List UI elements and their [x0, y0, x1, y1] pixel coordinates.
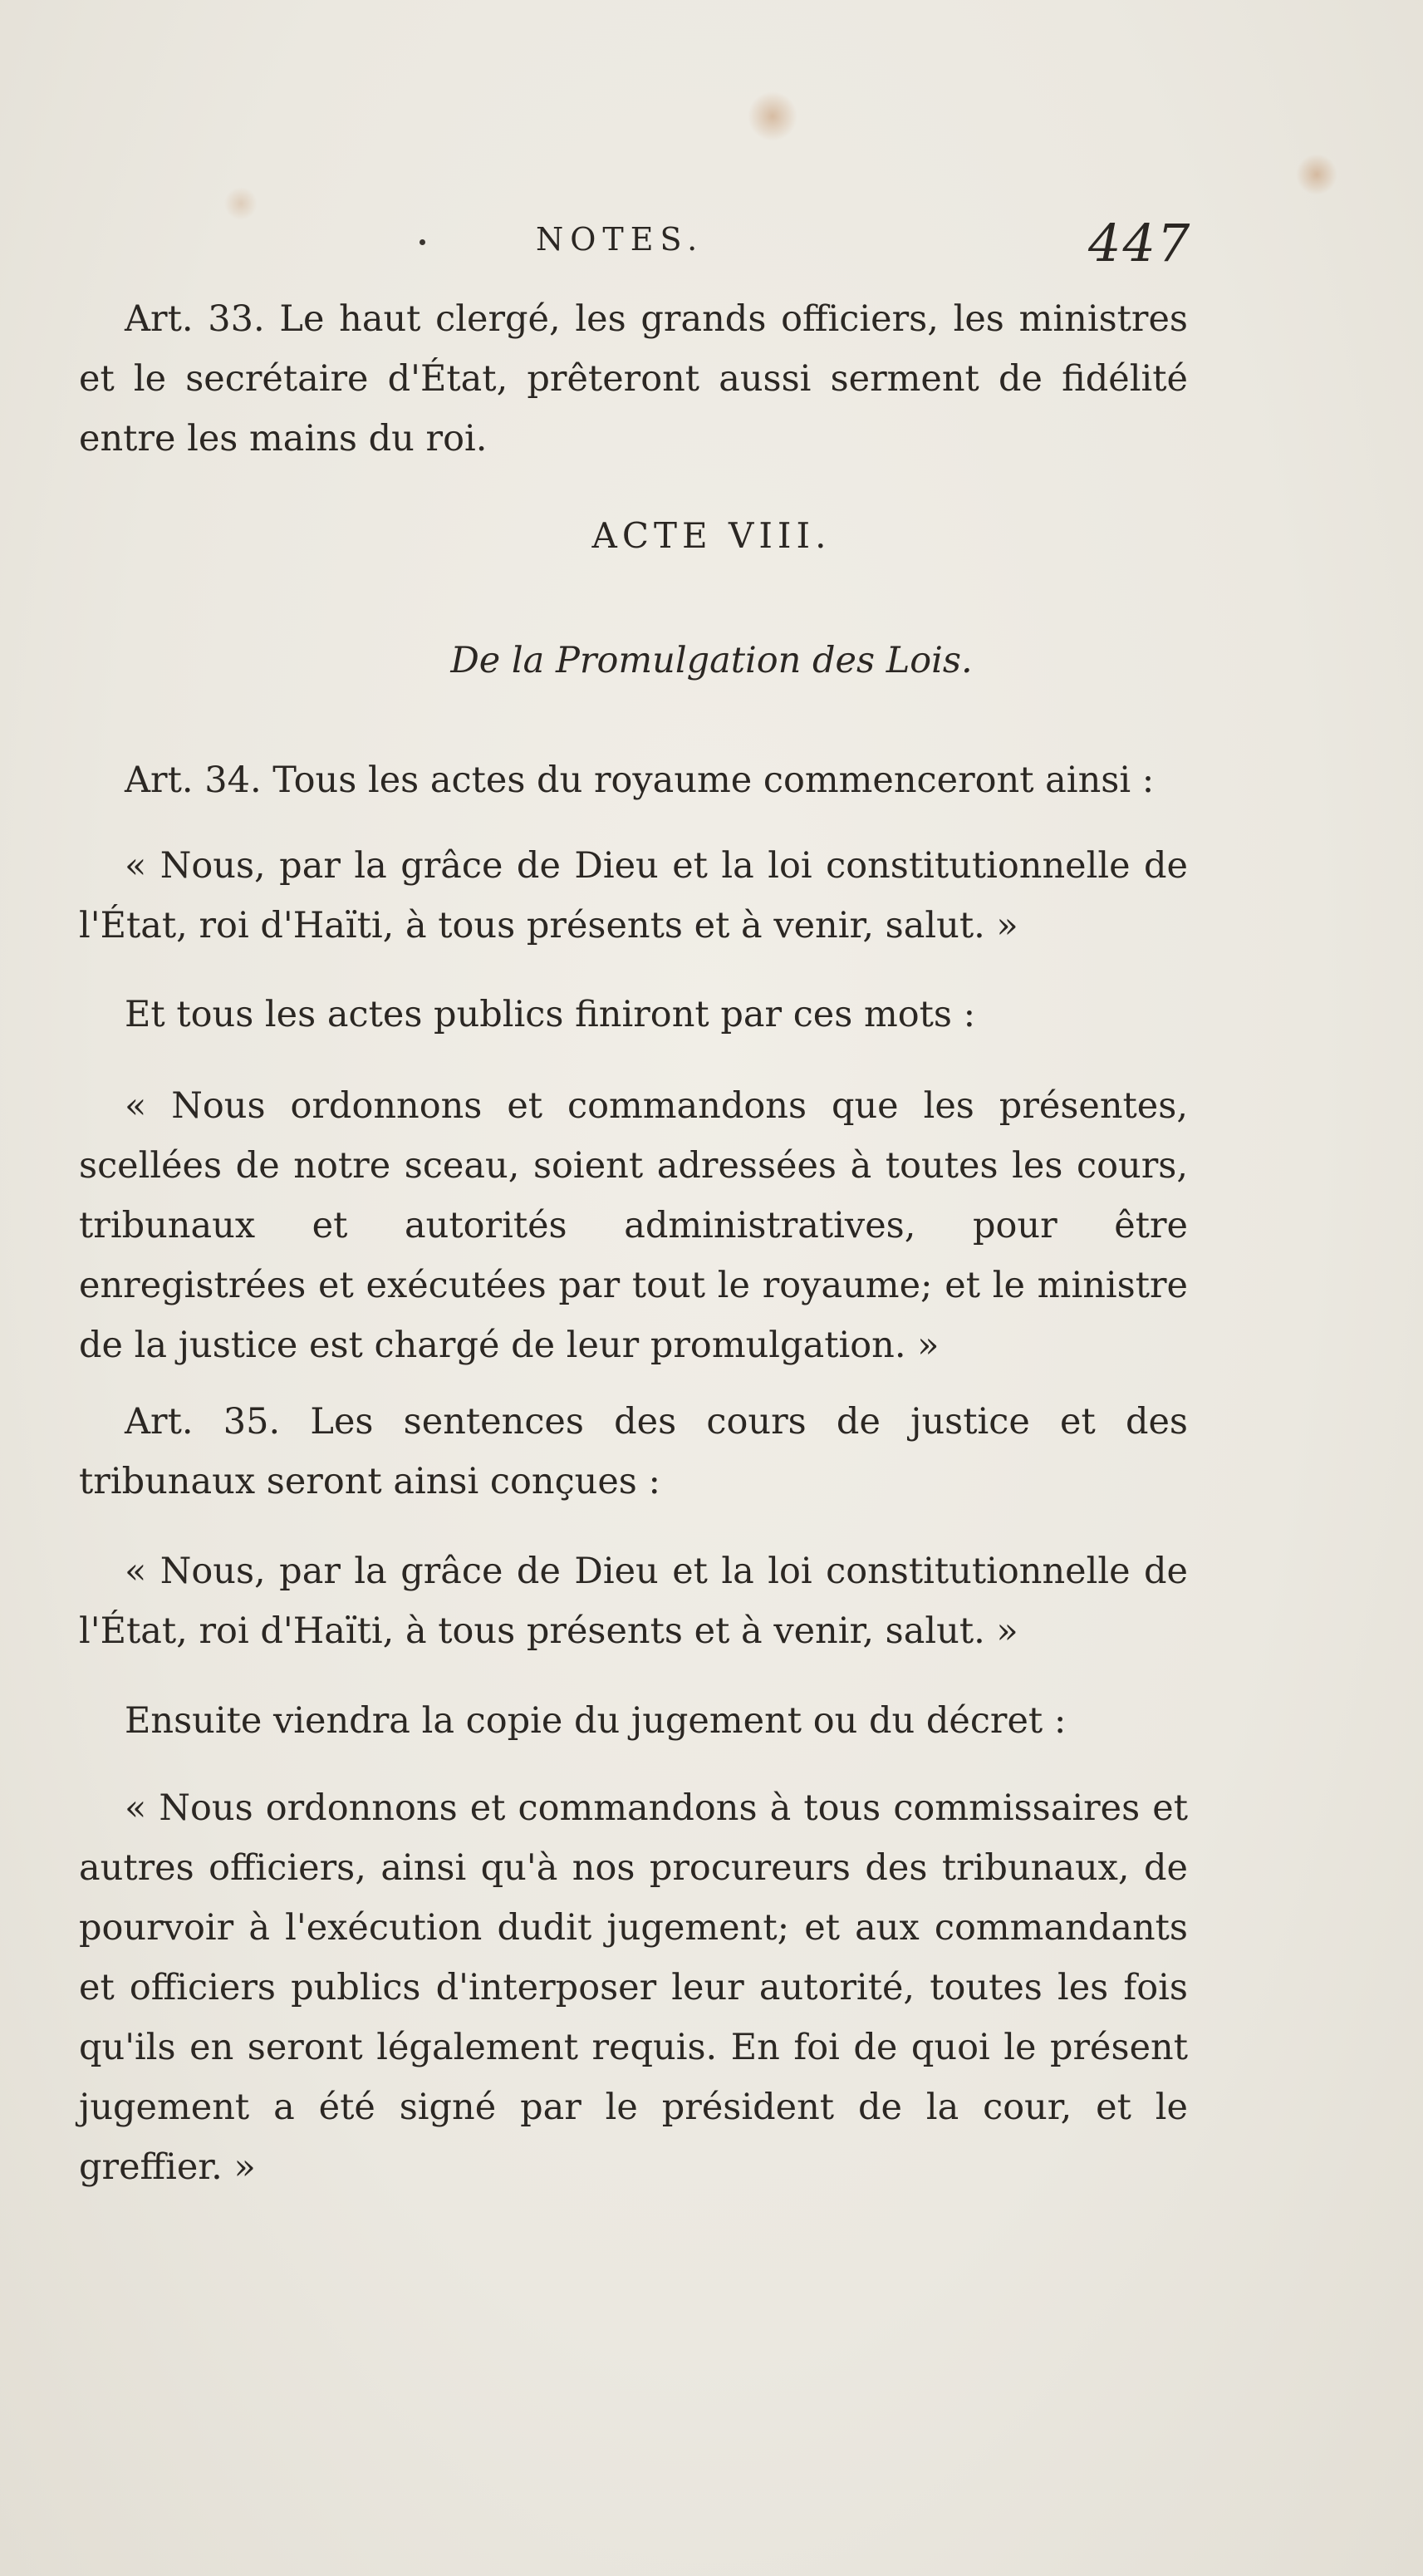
header-dot [420, 239, 425, 245]
article-34-formula: « Nous, par la grâce de Dieu et la loi constitutionnelle de l'État, roi d'Haïti, à tous présents et à venir, salut. » [79, 845, 1188, 946]
article-34-closing-formula: « Nous ordonnons et commandons que les présentes, scellées de notre sceau, soient adressées à toutes les cours, tribunaux et autorités administratives, pour être enregistrées et exécutées par tout le royaume; et le ministre de la justice est chargé de leur promulgation. » [79, 1085, 1188, 1366]
running-title: NOTES. [536, 221, 704, 258]
foxing-stain [748, 91, 797, 141]
article-35-formula: « Nous, par la grâce de Dieu et la loi constitutionnelle de l'État, roi d'Haïti, à tous présents et à venir, salut. » [79, 1551, 1188, 1652]
article-33: Art. 33. Le haut clergé, les grands officiers, les ministres et le secrétaire d'État, prêteront aussi serment de fidélité entre les mains du roi. [79, 298, 1188, 460]
acte-subtitle: De la Promulgation des Lois. [450, 640, 973, 681]
article-35-closing-formula: « Nous ordonnons et commandons à tous commissaires et autres officiers, ainsi qu'à nos procureurs des tribunaux, de pourvoir à l'exécution dudit jugement; et aux commandants et officiers publics d'interposer leur autorité, toutes les fois qu'ils en seront légalement requis. En foi de quoi le présent jugement a été signé par le président de la cour, et le greffier. » [79, 1787, 1188, 2188]
article-34-intro: Art. 34. Tous les actes du royaume commenceront ainsi : [125, 760, 1155, 801]
foxing-stain [1296, 154, 1337, 195]
page-number: 447 [1088, 213, 1192, 273]
article-34-closing-intro: Et tous les actes publics finiront par ces mots : [125, 994, 976, 1035]
article-35-intro: Art. 35. Les sentences des cours de justice et des tribunaux seront ainsi conçues : [79, 1401, 1188, 1502]
article-35-then: Ensuite viendra la copie du jugement ou du décret : [125, 1700, 1067, 1742]
page-header [0, 214, 1423, 281]
acte-heading: ACTE VIII. [591, 515, 832, 556]
